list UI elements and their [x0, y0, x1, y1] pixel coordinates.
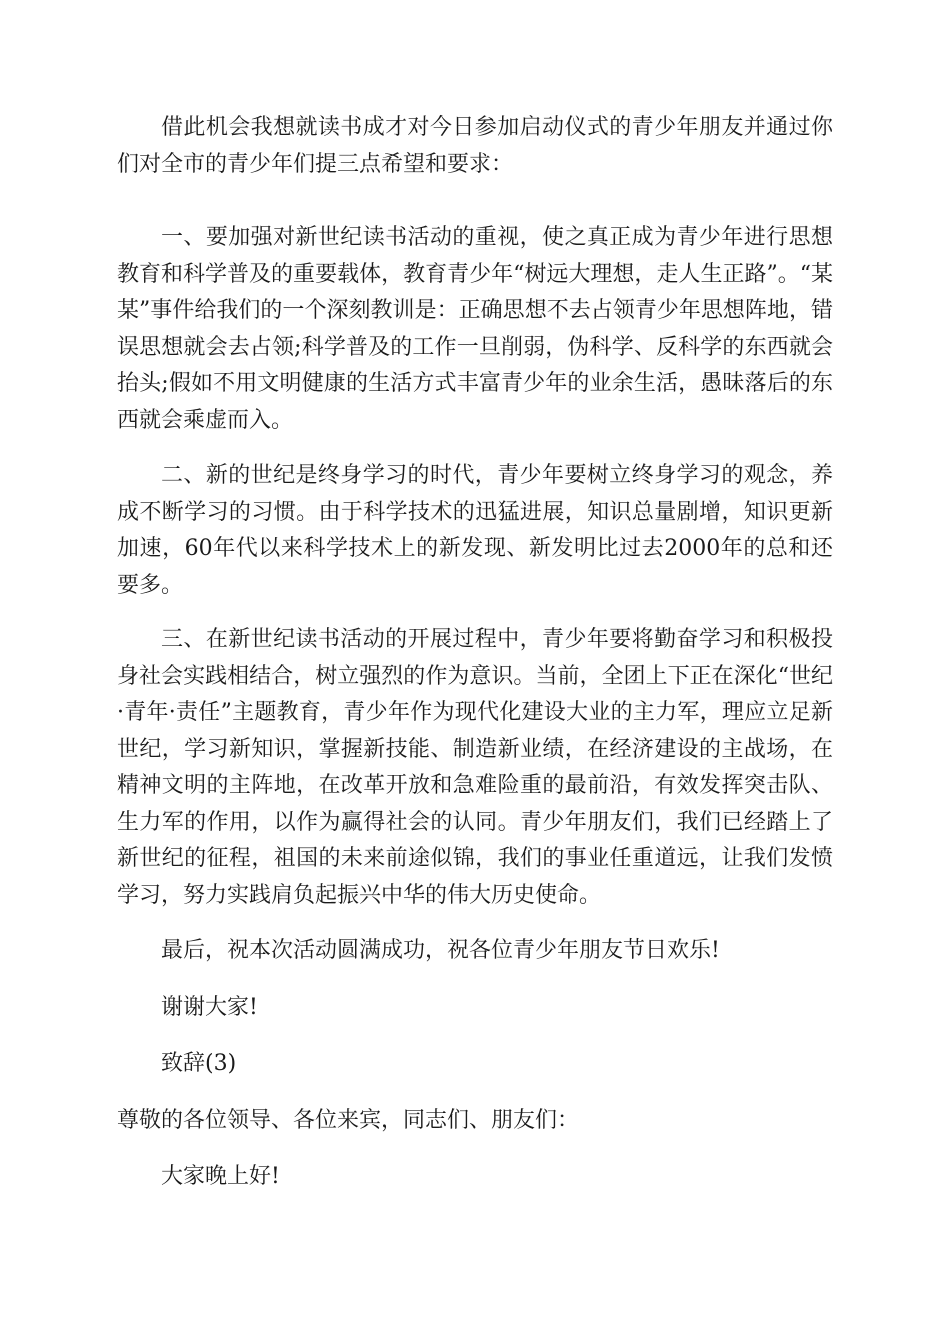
paragraph-point-three: 三、在新世纪读书活动的开展过程中，青少年要将勤奋学习和积极投身社会实践相结合，树立强烈的作为意识。当前，全团上下正在深化“世纪·青年·责任”主题教育，青少年作为现代化建设大业的主力军，理应立足新世纪，学习新知识，掌握新技能、制造新业绩，在经济建设的主战场，在精神文明的主阵地，在改革开放和急难险重的最前沿，有效发挥突击队、生力军的作用，以作为赢得社会的认同。青少年朋友们，我们已经踏上了新世纪的征程，祖国的未来前途似锦，我们的事业任重道远，让我们发愤学习，努力实践肩负起振兴中华的伟大历史使命。: [117, 627, 833, 908]
section-heading: 致辞(3): [161, 1051, 237, 1076]
paragraph-greeting: 大家晚上好!: [161, 1164, 280, 1189]
paragraph-salutation: 尊敬的各位领导、各位来宾，同志们、朋友们：: [117, 1108, 580, 1133]
paragraph-point-two: 二、新的世纪是终身学习的时代，青少年要树立终身学习的观念，养成不断学习的习惯。由于科学技术的迅猛进展，知识总量剧增，知识更新加速，60年代以来科学技术上的新发现、新发明比过去2000年的总和还要多。: [117, 463, 833, 598]
paragraph-closing-wish: 最后，祝本次活动圆满成功，祝各位青少年朋友节日欢乐!: [161, 938, 720, 963]
paragraph-point-one: 一、要加强对新世纪读书活动的重视，使之真正成为青少年进行思想教育和科学普及的重要载体，教育青少年“树远大理想，走人生正路”。“某某”事件给我们的一个深刻教训是：正确思想不去占领青少年思想阵地，错误思想就会去占领;科学普及的工作一旦削弱，伪科学、反科学的东西就会抬头;假如不用文明健康的生活方式丰富青少年的业余生活，愚昧落后的东西就会乘虚而入。: [117, 225, 833, 433]
paragraph-intro: 借此机会我想就读书成才对今日参加启动仪式的青少年朋友并通过你们对全市的青少年们提三点希望和要求：: [117, 115, 833, 177]
paragraph-thanks: 谢谢大家!: [161, 995, 258, 1020]
